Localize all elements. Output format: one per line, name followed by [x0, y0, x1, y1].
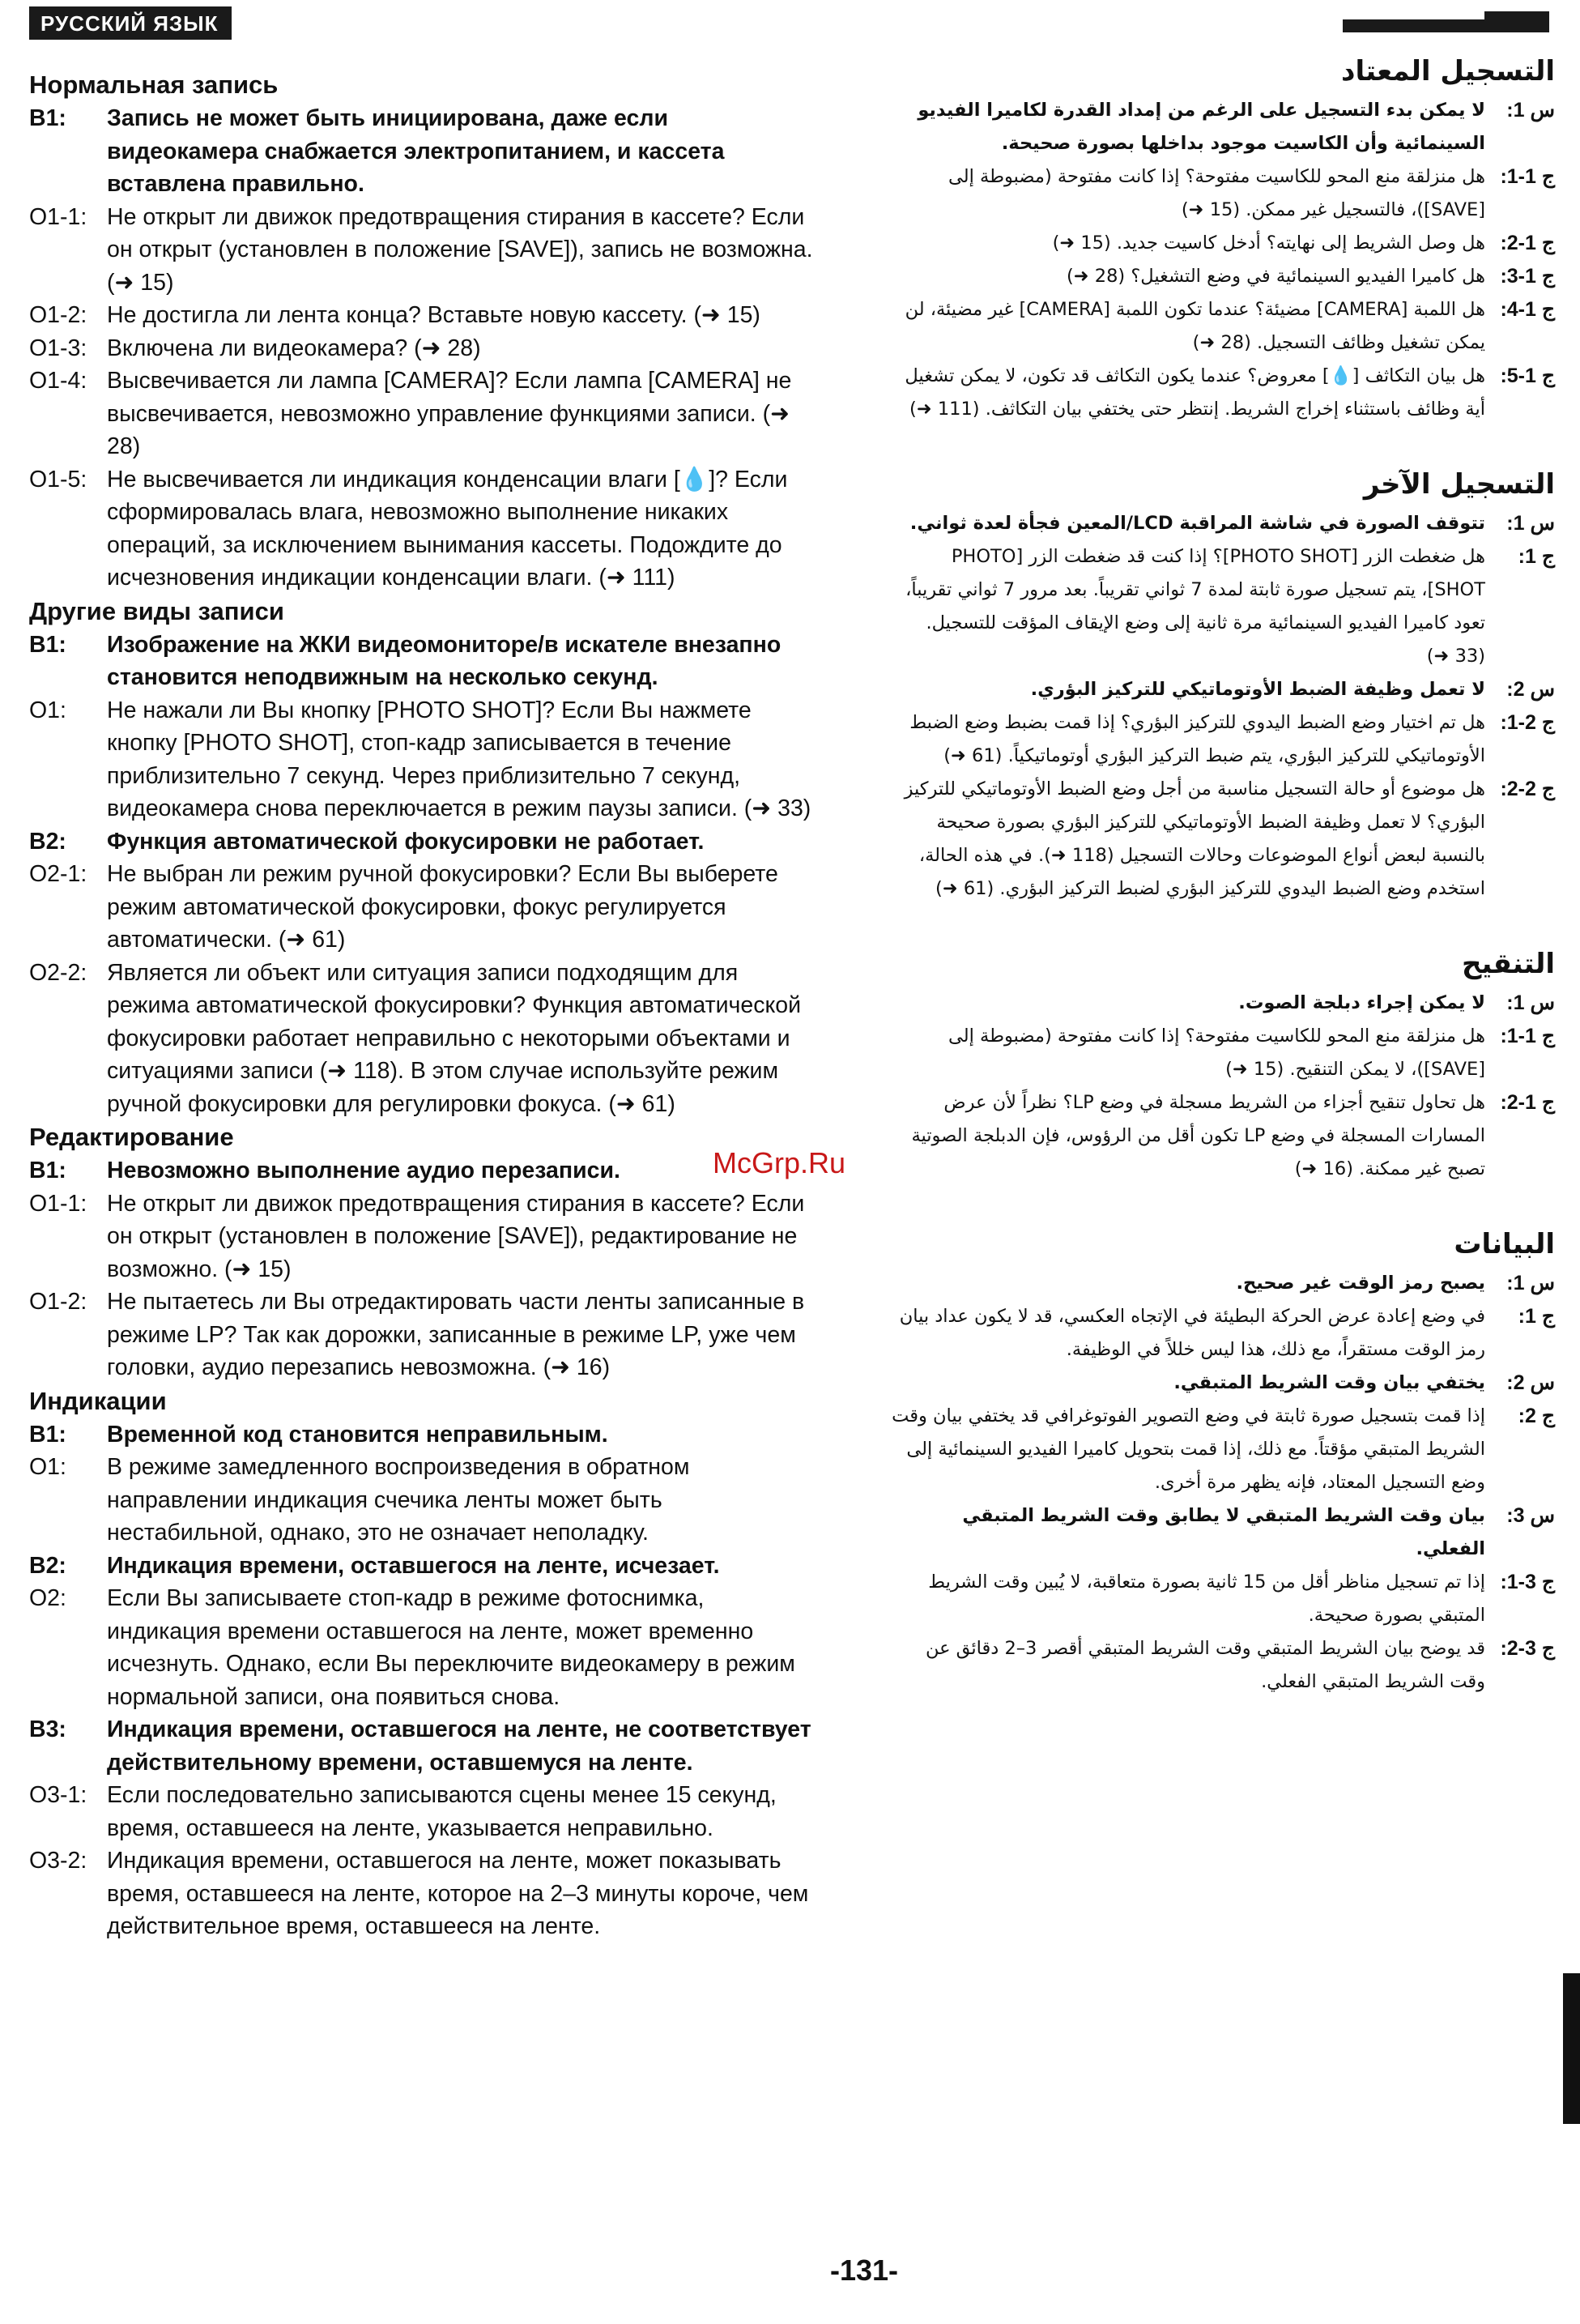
- answer-item: [891, 1632, 1555, 1699]
- answer-item: [891, 1300, 1555, 1367]
- item-label: О2-2:: [29, 959, 87, 986]
- item-label: ج 1-5:: [1500, 365, 1555, 387]
- item-label: س 2:: [1506, 678, 1555, 701]
- arabic-section: [891, 941, 1555, 1186]
- item-text: يصبح رمز الوقت غير صحيح.: [1236, 1273, 1485, 1294]
- arabic-column: [891, 49, 1555, 1734]
- item-text: Не открыт ли движок предотвращения стирания в кассете? Если он открыт (установлен в положение [SAVE]), запись не возможна. (➜ 15): [107, 203, 813, 296]
- item-label: О1-2:: [29, 302, 87, 328]
- item-label: О3-2:: [29, 1848, 87, 1874]
- item-label: О1-4:: [29, 368, 87, 394]
- item-text: هل وصل الشريط إلى نهايته؟ أدخل كاسيت جديد. (15 ➜): [1052, 232, 1485, 254]
- question-item: [29, 1418, 823, 1452]
- item-label: В2:: [29, 828, 66, 855]
- item-text: في وضع إعادة عرض الحركة البطيئة في الإتجاه العكسي، قد لا يكون عداد بيان رمز الوقت مستقراً، مع ذلك، هذا ليس خللاً في الوظيفة.: [899, 1306, 1485, 1360]
- item-text: Не высвечивается ли индикация конденсации влаги [💧]? Если сформировалась влага, невозможно выполнение никаких операций, за исключением вынимания кассеты. Подождите до исчезновения индикации конденсации влаги. (➜ 111): [107, 466, 788, 591]
- question-item: [891, 987, 1555, 1020]
- answer-item: [891, 260, 1555, 293]
- section-title: التسجيل المعتاد: [1341, 55, 1555, 87]
- answer-item: [29, 957, 823, 1121]
- section-title: التنقيح: [1461, 948, 1555, 980]
- answer-item: [891, 227, 1555, 260]
- item-text: إذا تم تسجيل مناظر أقل من 15 ثانية بصورة متعاقبة، لا يُبين وقت الشريط المتبقي بصورة صحيحة.: [928, 1571, 1485, 1626]
- answer-item: [891, 360, 1555, 426]
- answer-item: [891, 160, 1555, 227]
- item-label: О2-1:: [29, 861, 87, 887]
- question-item: [891, 94, 1555, 160]
- item-text: لا يمكن بدء التسجيل على الرغم من إمداد القدرة لكاميرا الفيديو السينمائية وأن الكاسيت موجود بداخلها بصورة صحيحة.: [918, 100, 1485, 154]
- item-label: ج 1-2:: [1500, 232, 1555, 254]
- section-title: Нормальная запись: [29, 70, 279, 99]
- answer-item: [29, 463, 823, 595]
- question-item: [29, 1550, 823, 1583]
- question-item: [891, 507, 1555, 540]
- item-label: ج 1-2:: [1500, 1091, 1555, 1114]
- item-label: В2:: [29, 1552, 66, 1579]
- item-text: لا تعمل وظيفة الضبط الأوتوماتيكي للتركيز البؤري.: [1030, 679, 1485, 700]
- item-text: هل تم اختيار وضع الضبط اليدوي للتركيز البؤري؟ إذا قمت بضبط وضع الضبط الأوتوماتيكي للتركيز البؤري، يتم ضبط التركيز البؤري أوتوماتيكياً. (61 ➜): [909, 712, 1485, 766]
- decorative-header-bar: [1343, 19, 1549, 32]
- question-item: [29, 102, 823, 201]
- item-label: س 1:: [1506, 99, 1555, 122]
- arabic-section: [891, 1222, 1555, 1699]
- section-title: التسجيل الآخر: [1363, 468, 1555, 501]
- item-label: س 1:: [1506, 512, 1555, 535]
- item-label: ج 2-1:: [1500, 711, 1555, 734]
- item-label: ج 3-1:: [1500, 1571, 1555, 1593]
- section-title: البيانات: [1454, 1228, 1555, 1260]
- item-text: هل اللمبة [CAMERA] مضيئة؟ عندما تكون اللمبة [CAMERA] غير مضيئة، لن يمكن تشغيل وظائف التسجيل. (28 ➜): [905, 299, 1485, 353]
- item-text: Индикация времени, оставшегося на ленте, не соответствует действительному времени, оставшемуся на ленте.: [107, 1716, 811, 1776]
- item-label: О1-5:: [29, 466, 87, 493]
- page-number: -131-: [830, 2254, 899, 2287]
- russian-column: [29, 68, 823, 1943]
- item-text: هل كاميرا الفيديو السينمائية في وضع التشغيل؟ (28 ➜): [1066, 266, 1485, 287]
- answer-item: [891, 1400, 1555, 1499]
- item-label: О1:: [29, 1454, 66, 1480]
- answer-item: [891, 293, 1555, 360]
- answer-item: [29, 1286, 823, 1384]
- question-item: [29, 629, 823, 694]
- item-label: ج 1-1:: [1500, 1025, 1555, 1047]
- item-label: ج 3-2:: [1500, 1637, 1555, 1660]
- answer-item: [891, 1020, 1555, 1086]
- item-text: هل منزلقة منع المحو للكاسيت مفتوحة؟ إذا كانت مفتوحة (مضبوطة إلى [SAVE])، فالتسجيل غير ممكن. (15 ➜): [948, 166, 1485, 220]
- item-label: О1:: [29, 697, 66, 723]
- answer-item: [29, 365, 823, 463]
- question-item: [29, 1154, 823, 1188]
- item-label: س 1:: [1506, 991, 1555, 1014]
- item-label: ج 1-3:: [1500, 265, 1555, 288]
- side-tab-marker: [1563, 1973, 1580, 2124]
- answer-item: [29, 1779, 823, 1844]
- item-text: Невозможно выполнение аудио перезаписи.: [107, 1158, 620, 1183]
- item-text: Функция автоматической фокусировки не работает.: [107, 828, 705, 855]
- item-text: هل بيان التكاثف [💧] معروض؟ عندما يكون التكاثف قد تكون، لا يمكن تشغيل أية وظائف باستثناء إخراج الشريط. إنتظر حتى يختفي بيان التكاثف. (111 ➜): [905, 365, 1485, 420]
- item-label: ج 1:: [1518, 1305, 1555, 1328]
- item-label: В1:: [29, 631, 66, 658]
- item-text: В режиме замедленного воспроизведения в обратном направлении индикация счечика ленты может быть нестабильной, однако, это не означает неполадку.: [107, 1454, 690, 1546]
- watermark: McGrp.Ru: [713, 1146, 846, 1179]
- item-label: В1:: [29, 1158, 66, 1183]
- item-label: О1-1:: [29, 203, 87, 230]
- item-label: О2:: [29, 1585, 66, 1611]
- question-item: [891, 1267, 1555, 1300]
- item-text: Является ли объект или ситуация записи подходящим для режима автоматической фокусировки? Функция автоматической фокусировки работает неправильно с некоторыми объектами и ситуациями записи (➜ 118). В этом случае используйте режим ручной фокусировки для регулировки фокуса. (➜ 61): [107, 959, 802, 1117]
- item-label: О1-2:: [29, 1289, 87, 1315]
- item-label: س 3:: [1506, 1504, 1555, 1527]
- item-label: В1:: [29, 1421, 66, 1448]
- question-item: [891, 1499, 1555, 1566]
- item-label: В1:: [29, 105, 66, 131]
- item-text: Не достигла ли лента конца? Вставьте новую кассету. (➜ 15): [107, 302, 760, 328]
- section-title: Индикации: [29, 1386, 167, 1415]
- answer-item: [29, 201, 823, 300]
- item-text: Не нажали ли Вы кнопку [PHOTO SHOT]? Если Вы нажмете кнопку [PHOTO SHOT], стоп-кадр записывается в течение приблизительно 7 секунд. Через приблизительно 7 секунд, видеокамера снова переключается в режим паузы записи. (➜ 33): [107, 697, 811, 821]
- item-text: هل موضوع أو حالة التسجيل مناسبة من أجل وضع الضبط الأوتوماتيكي للتركيز البؤري؟ لا تعمل وظيفة الضبط الأوتوماتيكي للتركيز البؤري بصورة صحيحة بالنسبة لبعض أنواع الموضوعات وحالات التسجيل (118 ➜). في هذه الحالة، استخدم وضع الضبط اليدوي للتركيز البؤري لضبط التركيز البؤري. (61 ➜): [904, 778, 1485, 899]
- answer-item: [891, 1086, 1555, 1186]
- answer-item: [891, 773, 1555, 906]
- arabic-section: [891, 462, 1555, 906]
- section-title: Редактирование: [29, 1123, 234, 1151]
- item-text: Не выбран ли режим ручной фокусировки? Если Вы выберете режим автоматической фокусировки, фокус регулируется автоматически. (➜ 61): [107, 861, 778, 953]
- answer-item: [891, 1566, 1555, 1632]
- answer-item: [29, 1451, 823, 1550]
- item-text: بيان وقت الشريط المتبقي لا يطابق وقت الشريط المتبقي الفعلي.: [962, 1505, 1485, 1559]
- item-text: Временной код становится неправильным.: [107, 1421, 608, 1448]
- answer-item: [891, 706, 1555, 773]
- item-text: Если Вы записываете стоп-кадр в режиме фотоснимка, индикация времени оставшегося на ленте, может временно исчезнуть. Однако, если Вы переключите видеокамеру в режим нормальной записи, она появиться снова.: [107, 1585, 795, 1710]
- item-label: В3:: [29, 1716, 66, 1742]
- item-text: Изображение на ЖКИ видеомониторе/в искателе внезапно становится неподвижным на несколько секунд.: [107, 631, 781, 690]
- question-item: [29, 1713, 823, 1779]
- item-label: ج 2-2:: [1500, 778, 1555, 800]
- answer-item: [29, 1582, 823, 1713]
- item-text: قد يوضح بيان الشريط المتبقي وقت الشريط المتبقي أقصر 3–2 دقائق عن وقت الشريط المتبقي الفعلي.: [925, 1638, 1485, 1692]
- question-item: [891, 1367, 1555, 1400]
- section-title: Другие виды записи: [29, 596, 284, 625]
- item-label: О1-3:: [29, 335, 87, 361]
- item-label: س 2:: [1506, 1371, 1555, 1394]
- item-text: إذا قمت بتسجيل صورة ثابتة في وضع التصوير الفوتوغرافي قد يختفي بيان وقت الشريط المتبقي مؤقتاً. مع ذلك، إذا قمت بتحويل كاميرا الفيديو السينمائية إلى وضع التسجيل المعتاد، فإنه يظهر مرة أخرى.: [892, 1405, 1485, 1493]
- language-tag: РУССКИЙ ЯЗЫК: [29, 6, 232, 40]
- answer-item: [29, 299, 823, 332]
- item-text: هل منزلقة منع المحو للكاسيت مفتوحة؟ إذا كانت مفتوحة (مضبوطة إلى [SAVE])، لا يمكن التنقيح. (15 ➜): [948, 1026, 1485, 1080]
- answer-item: [29, 332, 823, 365]
- item-text: Включена ли видеокамера? (➜ 28): [107, 335, 481, 361]
- item-text: Не пытаетесь ли Вы отредактировать части ленты записанные в режиме LP? Так как дорожки, записанные в режиме LP, уже чем головки, аудио перезапись невозможна. (➜ 16): [107, 1289, 805, 1380]
- item-text: Запись не может быть инициирована, даже если видеокамера снабжается электропитанием, и кассета вставлена правильно.: [107, 105, 725, 197]
- item-text: Не открыт ли движок предотвращения стирания в кассете? Если он открыт (установлен в положение [SAVE]), редактирование не возможно. (➜ 15): [107, 1190, 805, 1282]
- item-label: О3-1:: [29, 1782, 87, 1808]
- question-item: [891, 673, 1555, 706]
- item-text: تتوقف الصورة في شاشة المراقبة LCD/المعين فجأة لعدة ثواني.: [909, 513, 1485, 534]
- item-text: هل ضغطت الزر [PHOTO SHOT]؟ إذا كنت قد ضغطت الزر [PHOTO SHOT]، يتم تسجيل صورة ثابتة لمدة 7 ثواني تقريباً. بعد مرور 7 ثواني تقريباً، تعود كاميرا الفيديو السينمائية مرة ثانية إلى وضع الإيقاف المؤقت للتسجيل. (33 ➜): [905, 546, 1485, 667]
- answer-item: [29, 1844, 823, 1943]
- answer-item: [891, 540, 1555, 673]
- item-label: ج 1-4:: [1500, 298, 1555, 321]
- question-item: [29, 825, 823, 859]
- item-text: هل تحاول تنقيح أجزاء من الشريط مسجلة في وضع LP؟ نظراً لأن عرض المسارات المسجلة في وضع LP تكون أقل من الرؤوس، فإن الدبلجة الصوتية تصبح غير ممكنة. (16 ➜): [911, 1092, 1485, 1179]
- answer-item: [29, 858, 823, 957]
- item-label: О1-1:: [29, 1190, 87, 1217]
- item-label: س 1:: [1506, 1272, 1555, 1294]
- arabic-section: [891, 49, 1555, 426]
- item-text: Если последовательно записываются сцены менее 15 секунд, время, оставшееся на ленте, указывается неправильно.: [107, 1782, 777, 1841]
- item-text: Высвечивается ли лампа [CAMERA]? Если лампа [CAMERA] не высвечивается, невозможно управление функциями записи. (➜ 28): [107, 368, 792, 459]
- item-text: Индикация времени, оставшегося на ленте, может показывать время, оставшееся на ленте, которое на 2–3 минуты короче, чем действительное время, оставшееся на ленте.: [107, 1848, 809, 1939]
- answer-item: [29, 694, 823, 825]
- item-label: ج 1:: [1518, 545, 1555, 568]
- item-text: يختفي بيان وقت الشريط المتبقي.: [1173, 1372, 1485, 1393]
- item-label: ج 1-1:: [1500, 165, 1555, 188]
- answer-item: [29, 1188, 823, 1286]
- item-text: لا يمكن إجراء دبلجة الصوت.: [1238, 992, 1485, 1013]
- item-label: ج 2:: [1518, 1405, 1555, 1427]
- item-text: Индикация времени, оставшегося на ленте, исчезает.: [107, 1552, 720, 1579]
